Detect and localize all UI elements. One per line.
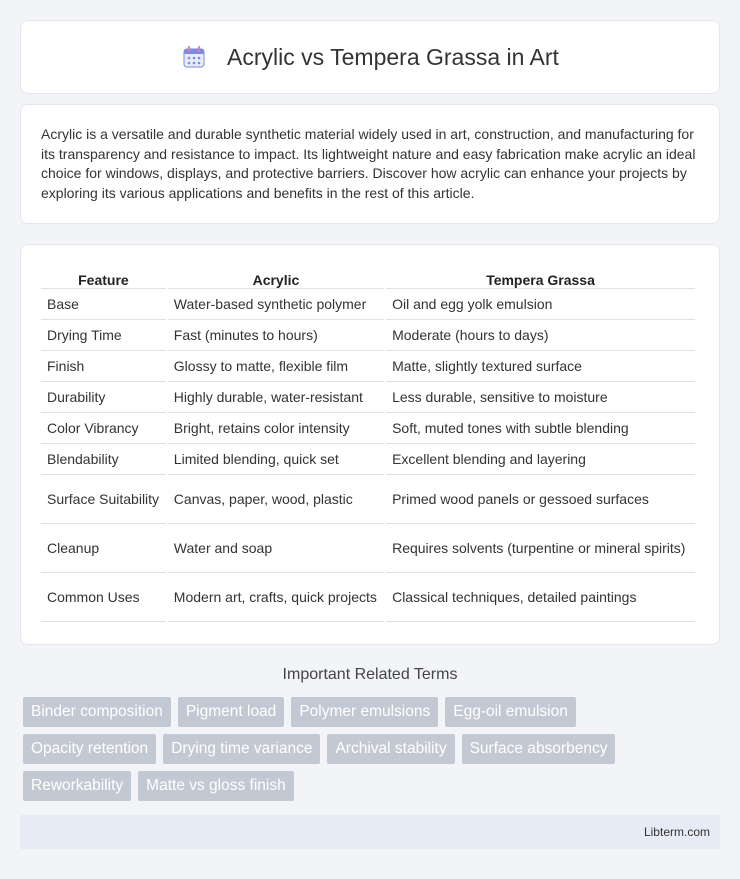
column-header-feature: Feature [41,267,166,289]
table-row [41,524,695,573]
cell-feature: Blendability [41,444,166,475]
cell-feature: Base [41,289,166,320]
tag-drying-time-variance[interactable]: Drying time variance [163,734,320,764]
cell-tempera: Matte, slightly textured surface [386,351,695,382]
cell-feature: Surface Suitability [41,475,166,524]
tag-pigment-load[interactable]: Pigment load [178,697,284,727]
cell-tempera: Requires solvents (turpentine or mineral spirits) [386,524,695,573]
cell-tempera: Excellent blending and layering [386,444,695,475]
tag-archival-stability[interactable]: Archival stability [327,734,454,764]
cell-feature: Common Uses [41,573,166,622]
cell-tempera: Less durable, sensitive to moisture [386,382,695,413]
cell-feature: Color Vibrancy [41,413,166,444]
cell-acrylic: Water-based synthetic polymer [168,289,384,320]
table-row [41,289,695,320]
cell-acrylic: Glossy to matte, flexible film [168,351,384,382]
page-title: Acrylic vs Tempera Grassa in Art [227,43,559,70]
column-header-tempera: Tempera Grassa [386,267,695,289]
tag-reworkability[interactable]: Reworkability [23,771,131,801]
related-terms-tags [23,697,723,808]
cell-tempera: Classical techniques, detailed paintings [386,573,695,622]
cell-tempera: Moderate (hours to days) [386,320,695,351]
footer-site-link[interactable]: Libterm.com [643,825,710,839]
related-terms-title: Important Related Terms [282,666,458,683]
cell-acrylic: Canvas, paper, wood, plastic [168,475,384,524]
tag-opacity-retention[interactable]: Opacity retention [23,734,156,764]
table-row [41,320,695,351]
table-row [41,475,695,524]
table-row [41,413,695,444]
tag-surface-absorbency[interactable]: Surface absorbency [462,734,616,764]
cell-feature: Durability [41,382,166,413]
cell-tempera: Primed wood panels or gessoed surfaces [386,475,695,524]
comparison-table-card [20,244,720,645]
intro-card [20,104,720,224]
tag-matte-vs-gloss-finish[interactable]: Matte vs gloss finish [138,771,294,801]
cell-acrylic: Highly durable, water-resistant [168,382,384,413]
cell-acrylic: Bright, retains color intensity [168,413,384,444]
table-row [41,351,695,382]
table-row [41,444,695,475]
cell-acrylic: Fast (minutes to hours) [168,320,384,351]
cell-acrylic: Modern art, crafts, quick projects [168,573,384,622]
tag-binder-composition[interactable]: Binder composition [23,697,171,727]
tag-egg-oil-emulsion[interactable]: Egg-oil emulsion [445,697,576,727]
cell-feature: Drying Time [41,320,166,351]
cell-acrylic: Limited blending, quick set [168,444,384,475]
cell-acrylic: Water and soap [168,524,384,573]
table-row [41,573,695,622]
title-card [20,20,720,94]
cell-tempera: Soft, muted tones with subtle blending [386,413,695,444]
table-row [41,382,695,413]
calendar-icon [181,44,207,70]
footer [20,815,720,849]
intro-text: Acrylic is a versatile and durable synthetic material widely used in art, construction, and manufacturing for its transparency and resistance to impact. Its lightweight nature and easy fabrication make acrylic an ideal choice for windows, displays, and protective barriers. Discover how acrylic can enhance your projects by exploring its various applications and benefits in the rest of this article. [41,126,696,201]
tag-polymer-emulsions[interactable]: Polymer emulsions [291,697,438,727]
comparison-table [39,267,697,622]
cell-tempera: Oil and egg yolk emulsion [386,289,695,320]
column-header-acrylic: Acrylic [168,267,384,289]
cell-feature: Finish [41,351,166,382]
cell-feature: Cleanup [41,524,166,573]
